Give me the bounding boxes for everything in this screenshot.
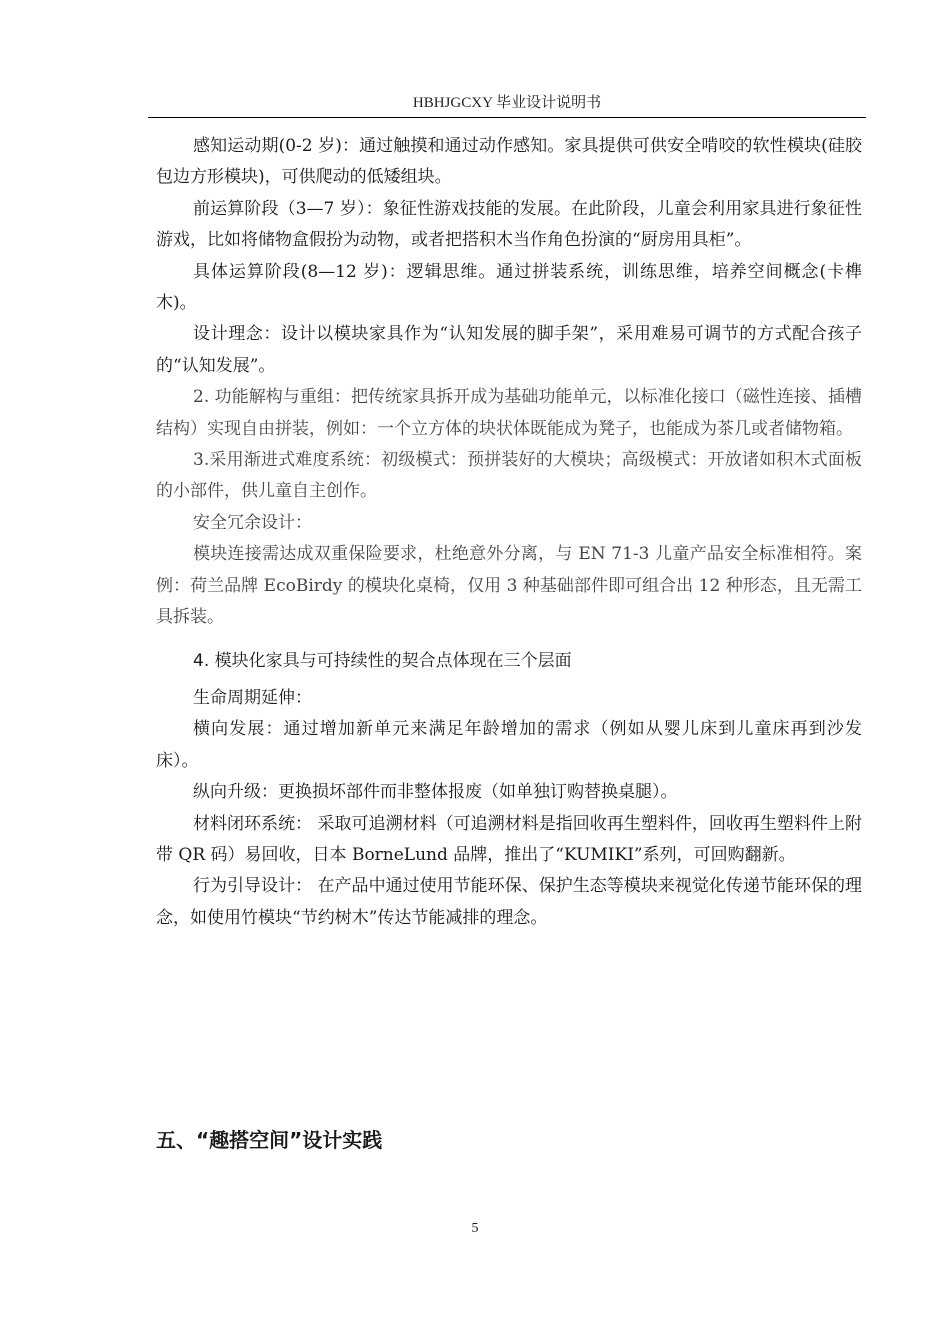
paragraph-behavior-guidance: 行为引导设计： 在产品中通过使用节能环保、保护生态等模块来视觉化传递节能环保的理念，如使用竹模块“节约树木”传达节能减排的理念。: [156, 876, 862, 928]
body-text: [156, 131, 862, 934]
paragraph-vertical: 纵向升级：更换损坏部件而非整体报废（如单独订购替换桌腿）。: [193, 782, 678, 803]
paragraph-safety-case: 模块连接需达成双重保险要求，杜绝意外分离，与 EN 71-3 儿童产品安全标准相符。案例：荷兰品牌 EcoBirdy 的模块化桌椅，仅用 3 种基础部件即可组合出 12 种形态，且无需工具拆装。: [156, 544, 862, 628]
paragraph-horizontal: 横向发展：通过增加新单元来满足年龄增加的需求（例如从婴儿床到儿童床再到沙发床）。: [156, 719, 862, 771]
header-divider: [148, 117, 866, 118]
paragraph-sensorimotor: 感知运动期(0-2 岁)：通过触摸和通过动作感知。家具提供可供安全啃咬的软性模块(硅胶包边方形模块)，可供爬动的低矮组块。: [156, 136, 862, 188]
paragraph-function-deconstruction: 2. 功能解构与重组：把传统家具拆开成为基础功能单元，以标准化接口（磁性连接、插槽结构）实现自由拼装，例如：一个立方体的块状体既能成为凳子，也能成为茶几或者储物箱。: [156, 387, 862, 439]
paragraph-preoperational: 前运算阶段（3—7 岁）：象征性游戏技能的发展。在此阶段，儿童会利用家具进行象征性游戏，比如将储物盒假扮为动物，或者把搭积木当作角色扮演的“厨房用具柜”。: [156, 198, 862, 251]
paragraph-material-loop: 材料闭环系统： 采取可追溯材料（可追溯材料是指回收再生塑料件，回收再生塑料件上附带 QR 码）易回收，日本 BorneLund 品牌，推出了“KUMIKI”系列，可回购翻新。: [156, 813, 862, 865]
running-header: HBHJGCXY 毕业设计说明书: [412, 95, 602, 111]
paragraph-safety-redundancy: 安全冗余设计：: [193, 512, 312, 533]
paragraph-design-concept: 设计理念：设计以模块家具作为“认知发展的脚手架”，采用难易可调节的方式配合孩子的“认知发展”。: [156, 324, 862, 376]
paragraph-progressive-difficulty: 3.采用渐进式难度系统：初级模式：预拼装好的大模块；高级模式：开放诸如积木式面板的小部件，供儿童自主创作。: [156, 450, 862, 502]
paragraph-lifecycle: 生命周期延伸：: [193, 687, 312, 708]
section-title: 五、“趣搭空间”设计实践: [156, 1128, 383, 1152]
subheading-sustainability: 4. 模块化家具与可持续性的契合点体现在三个层面: [193, 650, 572, 671]
paragraph-concrete-operational: 具体运算阶段(8—12 岁)：逻辑思维。通过拼装系统，训练思维，培养空间概念(卡榫木)。: [156, 261, 862, 314]
page-number: 5: [471, 1221, 479, 1236]
